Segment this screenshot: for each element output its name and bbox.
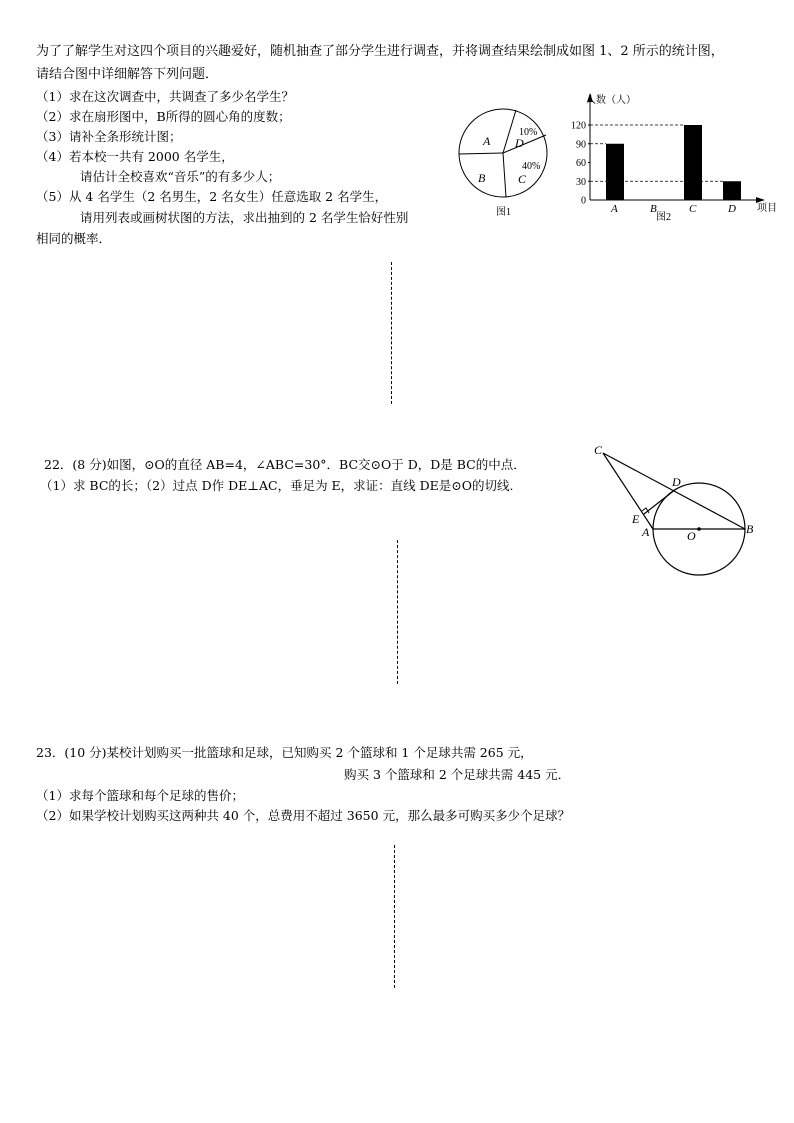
bar-y-tick-label-90: 90 — [576, 139, 586, 151]
answer-divider-q21 — [391, 262, 392, 404]
fig-label-o: O — [687, 529, 696, 543]
fig-label-b: B — [746, 522, 754, 536]
bar-d — [723, 181, 741, 200]
q21-part5-b: 请用列表或画树状图的方法，求出抽到的 2 名学生恰好性别 — [80, 210, 409, 225]
pie-label-c: C — [518, 172, 527, 186]
pie-radius-4 — [503, 153, 506, 197]
q21-intro-line1: 为了了解学生对这四个项目的兴趣爱好，随机抽查了部分学生进行调查，并将调查结果绘制成如图 1、2 所示的统计图， — [36, 44, 724, 59]
q23-part2: （2）如果学校计划购买这两种共 40 个，总费用不超过 3650 元，那么最多可购买多少个足球？ — [36, 808, 571, 823]
bar-category-label-b: B — [650, 203, 657, 215]
bar-caption: 图2 — [656, 212, 671, 223]
fig-label-e: E — [632, 512, 640, 526]
q22-line1: 22．(8 分)如图，⊙O的直径 AB=4，∠ABC=30°．BC交⊙O于 D，D是 BC的中点． — [44, 457, 526, 472]
q23-line1: 23．(10 分)某校计划购买一批篮球和足球，已知购买 2 个篮球和 1 个足球共需 265 元， — [36, 745, 533, 760]
q21-part1: （1）求在这次调查中，共调查了多少名学生？ — [36, 89, 294, 104]
bar-category-label-c: C — [689, 203, 697, 215]
q22-line2: （1）求 BC的长；（2）过点 D作 DE⊥AC，垂足为 E，求证：直线 DE是⊙O的切线． — [40, 478, 523, 493]
bar-a — [606, 144, 624, 200]
q21-intro-line2: 请结合图中详细解答下列问题． — [36, 67, 219, 82]
q21-part4-a: （4）若本校一共有 2000 名学生， — [36, 149, 234, 164]
fig-label-c: C — [594, 443, 603, 457]
bar-chart-figure2 — [560, 88, 790, 228]
q21-part5-a: （5）从 4 名学生（2 名男生，2 名女生）任意选取 2 名学生， — [36, 189, 388, 204]
q21-part4-b: 请估计全校喜欢“音乐”的有多少人； — [80, 169, 281, 184]
bar-c — [684, 125, 702, 200]
segment-de — [644, 489, 676, 514]
answer-divider-q22 — [397, 540, 398, 684]
segment-ca — [603, 453, 653, 529]
bar-y-tick-label-30: 30 — [576, 176, 586, 188]
bar-category-label-d: D — [728, 203, 736, 215]
pie-label-b: B — [478, 171, 486, 185]
pie-radius-3 — [459, 153, 503, 154]
bar-y-label: 人数（人） — [586, 95, 636, 106]
bar-y-tick-label-120: 120 — [571, 120, 586, 132]
pie-chart-figure1 — [450, 105, 560, 225]
center-point-o — [697, 527, 701, 531]
pie-pct-c: 40% — [522, 161, 541, 172]
pie-label-a: A — [483, 134, 491, 148]
bar-y-tick-label-60: 60 — [576, 158, 586, 169]
q23-part1: （1）求每个篮球和每个足球的售价； — [36, 788, 244, 803]
q21-part3: （3）请补全条形统计图； — [36, 129, 182, 144]
pie-label-d: D — [515, 136, 524, 150]
fig-label-a: A — [642, 525, 650, 539]
pie-caption: 图1 — [496, 207, 511, 218]
fig-label-d: D — [672, 475, 681, 489]
bar-category-label-a: A — [611, 203, 618, 215]
bar-x-label: 项目 — [757, 203, 777, 214]
q21-part5-c: 相同的概率． — [36, 231, 112, 246]
answer-divider-q23 — [394, 845, 395, 988]
q23-line2: 购买 3 个篮球和 2 个足球共需 445 元． — [344, 767, 571, 782]
bar-y-tick-label-0: 0 — [581, 195, 586, 207]
circle-figure-q22 — [586, 438, 766, 588]
pie-pct-d: 10% — [519, 127, 538, 138]
q21-part2: （2）求在扇形图中，B所得的圆心角的度数； — [36, 109, 291, 124]
